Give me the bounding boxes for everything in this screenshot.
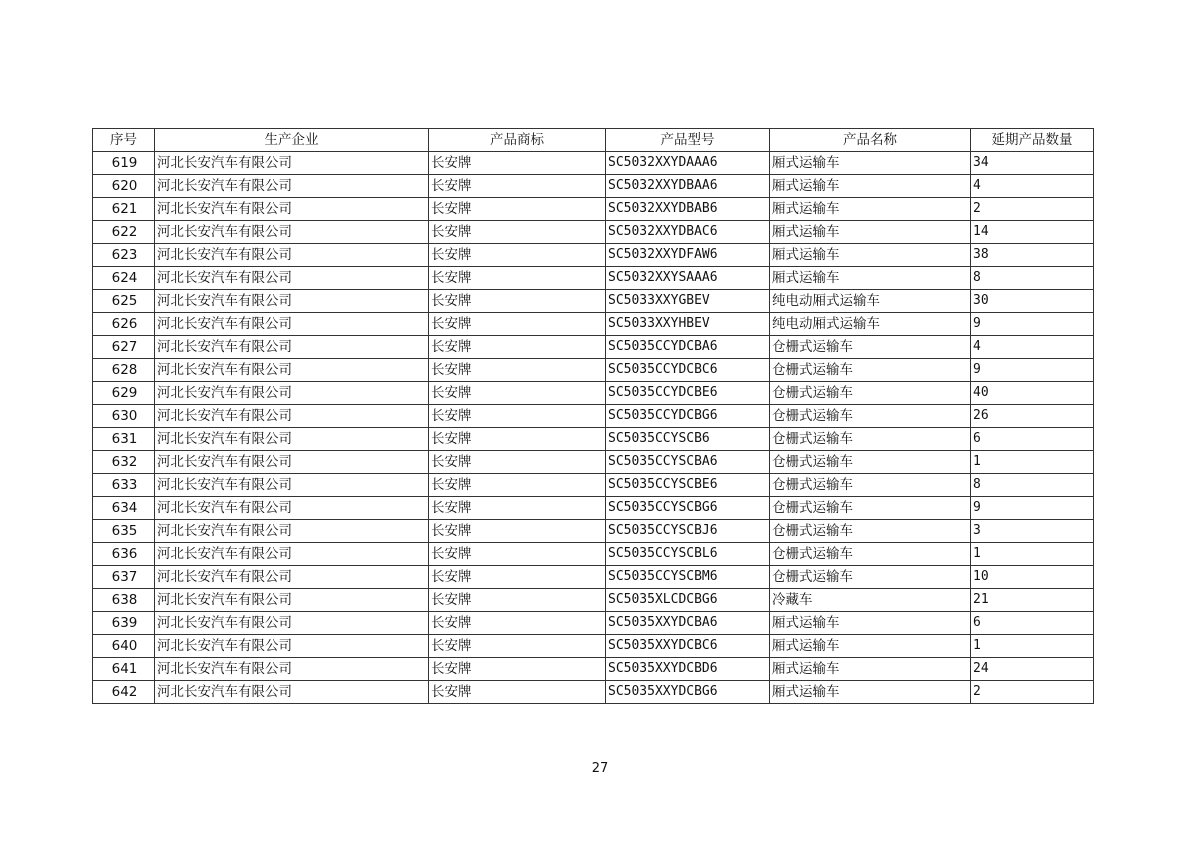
manufacturer-cell: 河北长安汽车有限公司 bbox=[155, 382, 429, 405]
header-serial-number: 序号 bbox=[93, 129, 155, 152]
trademark-cell: 长安牌 bbox=[429, 474, 606, 497]
trademark-cell: 长安牌 bbox=[429, 198, 606, 221]
model-cell: SC5035CCYSCBE6 bbox=[606, 474, 770, 497]
manufacturer-cell: 河北长安汽车有限公司 bbox=[155, 175, 429, 198]
manufacturer-cell: 河北长安汽车有限公司 bbox=[155, 359, 429, 382]
manufacturer-cell: 河北长安汽车有限公司 bbox=[155, 198, 429, 221]
product-name-cell: 厢式运输车 bbox=[770, 244, 971, 267]
table-row bbox=[93, 382, 1094, 405]
product-name-cell: 仓栅式运输车 bbox=[770, 566, 971, 589]
model-cell: SC5035CCYSCBL6 bbox=[606, 543, 770, 566]
trademark-cell: 长安牌 bbox=[429, 451, 606, 474]
quantity-cell: 24 bbox=[971, 658, 1094, 681]
model-cell: SC5032XXYDAAA6 bbox=[606, 152, 770, 175]
model-cell: SC5035CCYSCB6 bbox=[606, 428, 770, 451]
model-cell: SC5035XLCDCBG6 bbox=[606, 589, 770, 612]
quantity-cell: 10 bbox=[971, 566, 1094, 589]
quantity-cell: 30 bbox=[971, 290, 1094, 313]
manufacturer-cell: 河北长安汽车有限公司 bbox=[155, 428, 429, 451]
serial-number-cell: 633 bbox=[93, 474, 155, 497]
manufacturer-cell: 河北长安汽车有限公司 bbox=[155, 566, 429, 589]
model-cell: SC5035XXYDCBG6 bbox=[606, 681, 770, 704]
table-row bbox=[93, 152, 1094, 175]
header-trademark: 产品商标 bbox=[429, 129, 606, 152]
header-product-name: 产品名称 bbox=[770, 129, 971, 152]
quantity-cell: 26 bbox=[971, 405, 1094, 428]
model-cell: SC5033XXYHBEV bbox=[606, 313, 770, 336]
product-name-cell: 厢式运输车 bbox=[770, 152, 971, 175]
product-name-cell: 厢式运输车 bbox=[770, 267, 971, 290]
model-cell: SC5032XXYSAAA6 bbox=[606, 267, 770, 290]
table-row bbox=[93, 405, 1094, 428]
trademark-cell: 长安牌 bbox=[429, 382, 606, 405]
trademark-cell: 长安牌 bbox=[429, 566, 606, 589]
serial-number-cell: 625 bbox=[93, 290, 155, 313]
table-row bbox=[93, 175, 1094, 198]
table-row bbox=[93, 428, 1094, 451]
serial-number-cell: 638 bbox=[93, 589, 155, 612]
product-name-cell: 厢式运输车 bbox=[770, 635, 971, 658]
table-body bbox=[93, 152, 1094, 704]
model-cell: SC5032XXYDFAW6 bbox=[606, 244, 770, 267]
trademark-cell: 长安牌 bbox=[429, 612, 606, 635]
serial-number-cell: 636 bbox=[93, 543, 155, 566]
quantity-cell: 1 bbox=[971, 543, 1094, 566]
quantity-cell: 21 bbox=[971, 589, 1094, 612]
table-row bbox=[93, 658, 1094, 681]
table-row bbox=[93, 451, 1094, 474]
product-name-cell: 冷藏车 bbox=[770, 589, 971, 612]
manufacturer-cell: 河北长安汽车有限公司 bbox=[155, 658, 429, 681]
table-row bbox=[93, 198, 1094, 221]
quantity-cell: 34 bbox=[971, 152, 1094, 175]
trademark-cell: 长安牌 bbox=[429, 336, 606, 359]
trademark-cell: 长安牌 bbox=[429, 313, 606, 336]
product-name-cell: 仓栅式运输车 bbox=[770, 474, 971, 497]
serial-number-cell: 637 bbox=[93, 566, 155, 589]
model-cell: SC5033XXYGBEV bbox=[606, 290, 770, 313]
serial-number-cell: 641 bbox=[93, 658, 155, 681]
table-row bbox=[93, 681, 1094, 704]
model-cell: SC5035CCYSCBA6 bbox=[606, 451, 770, 474]
model-cell: SC5035CCYDCBC6 bbox=[606, 359, 770, 382]
table-row bbox=[93, 244, 1094, 267]
quantity-cell: 9 bbox=[971, 313, 1094, 336]
table-row bbox=[93, 359, 1094, 382]
trademark-cell: 长安牌 bbox=[429, 405, 606, 428]
manufacturer-cell: 河北长安汽车有限公司 bbox=[155, 612, 429, 635]
serial-number-cell: 623 bbox=[93, 244, 155, 267]
trademark-cell: 长安牌 bbox=[429, 681, 606, 704]
table-row bbox=[93, 221, 1094, 244]
serial-number-cell: 629 bbox=[93, 382, 155, 405]
quantity-cell: 2 bbox=[971, 681, 1094, 704]
serial-number-cell: 624 bbox=[93, 267, 155, 290]
model-cell: SC5035XXYDCBD6 bbox=[606, 658, 770, 681]
quantity-cell: 9 bbox=[971, 359, 1094, 382]
trademark-cell: 长安牌 bbox=[429, 543, 606, 566]
table-row bbox=[93, 267, 1094, 290]
quantity-cell: 2 bbox=[971, 198, 1094, 221]
table-header bbox=[93, 129, 1094, 152]
trademark-cell: 长安牌 bbox=[429, 658, 606, 681]
product-name-cell: 纯电动厢式运输车 bbox=[770, 313, 971, 336]
quantity-cell: 6 bbox=[971, 612, 1094, 635]
table-row bbox=[93, 290, 1094, 313]
trademark-cell: 长安牌 bbox=[429, 520, 606, 543]
product-name-cell: 仓栅式运输车 bbox=[770, 543, 971, 566]
manufacturer-cell: 河北长安汽车有限公司 bbox=[155, 405, 429, 428]
quantity-cell: 38 bbox=[971, 244, 1094, 267]
page-number: 27 bbox=[591, 761, 609, 776]
table-row bbox=[93, 336, 1094, 359]
serial-number-cell: 635 bbox=[93, 520, 155, 543]
product-name-cell: 仓栅式运输车 bbox=[770, 497, 971, 520]
product-name-cell: 仓栅式运输车 bbox=[770, 336, 971, 359]
model-cell: SC5032XXYDBAB6 bbox=[606, 198, 770, 221]
quantity-cell: 4 bbox=[971, 175, 1094, 198]
manufacturer-cell: 河北长安汽车有限公司 bbox=[155, 520, 429, 543]
manufacturer-cell: 河北长安汽车有限公司 bbox=[155, 635, 429, 658]
manufacturer-cell: 河北长安汽车有限公司 bbox=[155, 290, 429, 313]
serial-number-cell: 630 bbox=[93, 405, 155, 428]
product-name-cell: 仓栅式运输车 bbox=[770, 359, 971, 382]
manufacturer-cell: 河北长安汽车有限公司 bbox=[155, 152, 429, 175]
serial-number-cell: 628 bbox=[93, 359, 155, 382]
serial-number-cell: 631 bbox=[93, 428, 155, 451]
table-row bbox=[93, 543, 1094, 566]
serial-number-cell: 632 bbox=[93, 451, 155, 474]
serial-number-cell: 620 bbox=[93, 175, 155, 198]
serial-number-cell: 639 bbox=[93, 612, 155, 635]
manufacturer-cell: 河北长安汽车有限公司 bbox=[155, 267, 429, 290]
manufacturer-cell: 河北长安汽车有限公司 bbox=[155, 543, 429, 566]
manufacturer-cell: 河北长安汽车有限公司 bbox=[155, 474, 429, 497]
quantity-cell: 9 bbox=[971, 497, 1094, 520]
product-name-cell: 厢式运输车 bbox=[770, 175, 971, 198]
table-row bbox=[93, 474, 1094, 497]
serial-number-cell: 621 bbox=[93, 198, 155, 221]
trademark-cell: 长安牌 bbox=[429, 221, 606, 244]
quantity-cell: 6 bbox=[971, 428, 1094, 451]
serial-number-cell: 634 bbox=[93, 497, 155, 520]
manufacturer-cell: 河北长安汽车有限公司 bbox=[155, 589, 429, 612]
serial-number-cell: 626 bbox=[93, 313, 155, 336]
quantity-cell: 14 bbox=[971, 221, 1094, 244]
serial-number-cell: 627 bbox=[93, 336, 155, 359]
model-cell: SC5035CCYDCBE6 bbox=[606, 382, 770, 405]
manufacturer-cell: 河北长安汽车有限公司 bbox=[155, 451, 429, 474]
quantity-cell: 8 bbox=[971, 267, 1094, 290]
product-name-cell: 厢式运输车 bbox=[770, 681, 971, 704]
manufacturer-cell: 河北长安汽车有限公司 bbox=[155, 336, 429, 359]
trademark-cell: 长安牌 bbox=[429, 152, 606, 175]
quantity-cell: 8 bbox=[971, 474, 1094, 497]
product-name-cell: 厢式运输车 bbox=[770, 198, 971, 221]
product-name-cell: 仓栅式运输车 bbox=[770, 382, 971, 405]
trademark-cell: 长安牌 bbox=[429, 635, 606, 658]
header-quantity: 延期产品数量 bbox=[971, 129, 1094, 152]
model-cell: SC5035CCYSCBJ6 bbox=[606, 520, 770, 543]
model-cell: SC5035CCYDCBG6 bbox=[606, 405, 770, 428]
table-row bbox=[93, 635, 1094, 658]
model-cell: SC5035XXYDCBC6 bbox=[606, 635, 770, 658]
table-row bbox=[93, 589, 1094, 612]
quantity-cell: 4 bbox=[971, 336, 1094, 359]
model-cell: SC5035XXYDCBA6 bbox=[606, 612, 770, 635]
product-name-cell: 仓栅式运输车 bbox=[770, 451, 971, 474]
manufacturer-cell: 河北长安汽车有限公司 bbox=[155, 497, 429, 520]
product-name-cell: 厢式运输车 bbox=[770, 221, 971, 244]
trademark-cell: 长安牌 bbox=[429, 290, 606, 313]
table-row bbox=[93, 612, 1094, 635]
trademark-cell: 长安牌 bbox=[429, 267, 606, 290]
trademark-cell: 长安牌 bbox=[429, 428, 606, 451]
header-row bbox=[93, 129, 1094, 152]
trademark-cell: 长安牌 bbox=[429, 497, 606, 520]
quantity-cell: 1 bbox=[971, 635, 1094, 658]
manufacturer-cell: 河北长安汽车有限公司 bbox=[155, 221, 429, 244]
serial-number-cell: 619 bbox=[93, 152, 155, 175]
product-table bbox=[92, 128, 1094, 704]
table-row bbox=[93, 313, 1094, 336]
product-name-cell: 厢式运输车 bbox=[770, 612, 971, 635]
table-row bbox=[93, 497, 1094, 520]
model-cell: SC5032XXYDBAC6 bbox=[606, 221, 770, 244]
serial-number-cell: 622 bbox=[93, 221, 155, 244]
table-row bbox=[93, 566, 1094, 589]
trademark-cell: 长安牌 bbox=[429, 244, 606, 267]
trademark-cell: 长安牌 bbox=[429, 359, 606, 382]
serial-number-cell: 640 bbox=[93, 635, 155, 658]
model-cell: SC5035CCYSCBG6 bbox=[606, 497, 770, 520]
header-model: 产品型号 bbox=[606, 129, 770, 152]
trademark-cell: 长安牌 bbox=[429, 175, 606, 198]
trademark-cell: 长安牌 bbox=[429, 589, 606, 612]
manufacturer-cell: 河北长安汽车有限公司 bbox=[155, 244, 429, 267]
serial-number-cell: 642 bbox=[93, 681, 155, 704]
quantity-cell: 1 bbox=[971, 451, 1094, 474]
model-cell: SC5035CCYSCBM6 bbox=[606, 566, 770, 589]
quantity-cell: 3 bbox=[971, 520, 1094, 543]
manufacturer-cell: 河北长安汽车有限公司 bbox=[155, 313, 429, 336]
product-name-cell: 仓栅式运输车 bbox=[770, 405, 971, 428]
product-name-cell: 纯电动厢式运输车 bbox=[770, 290, 971, 313]
quantity-cell: 40 bbox=[971, 382, 1094, 405]
model-cell: SC5035CCYDCBA6 bbox=[606, 336, 770, 359]
product-name-cell: 厢式运输车 bbox=[770, 658, 971, 681]
product-name-cell: 仓栅式运输车 bbox=[770, 520, 971, 543]
model-cell: SC5032XXYDBAA6 bbox=[606, 175, 770, 198]
manufacturer-cell: 河北长安汽车有限公司 bbox=[155, 681, 429, 704]
table-row bbox=[93, 520, 1094, 543]
product-name-cell: 仓栅式运输车 bbox=[770, 428, 971, 451]
header-manufacturer: 生产企业 bbox=[155, 129, 429, 152]
